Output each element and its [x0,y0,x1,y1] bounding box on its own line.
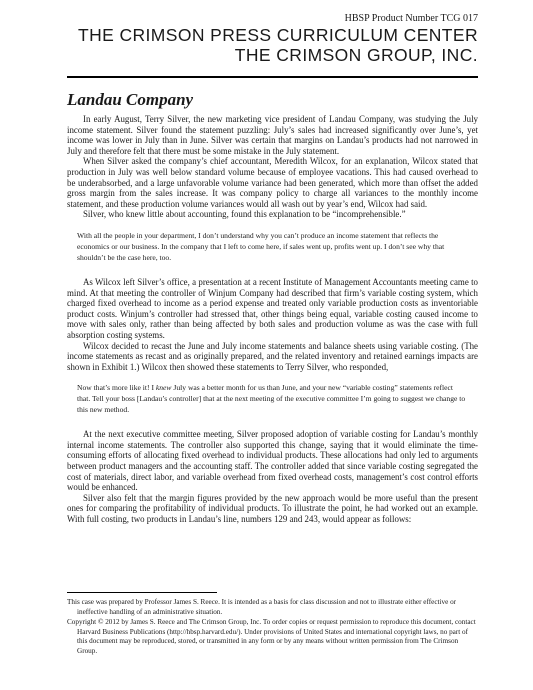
paragraph: Silver, who knew little about accounting, found this explanation to be “incomprehensible.” [83,209,406,220]
paragraph: Silver also felt that the margin figures provided by the new approach would be more useful than the present ones for comparing the profitability of individual products. To illustrate the point, he had worked out an example. With full costing, two products in Landau’s line, numbers 129 and 243, would appear as follows: [67,492,478,525]
paragraph: In early August, Terry Silver, the new marketing vice president of Landau Company, was studying the July income statement. Silver found the statement puzzling: July’s sales had increased significantly over June’s, yet income was lower in July than in June. Silver was certain that margins on Landau’s products had not narrowed in July and therefore felt that there must be some mistake in the July statement. [67,114,478,156]
publisher-group-name: THE CRIMSON GROUP, INC. [234,45,478,65]
paragraph: Wilcox decided to recast the June and July income statements and balance sheets using variable costing. (The income statements as recast and as originally prepared, and the related inventory and retained earnings impacts are shown in Exhibit 1.) Wilcox then showed these statements to Terry Silver, who responded, [67,340,478,372]
block-quote [77,382,468,415]
quote-emphasis: knew [155,383,172,393]
publisher-name: THE CRIMSON PRESS CURRICULUM CENTER [78,25,478,45]
header-divider [67,76,478,78]
footnote-divider [67,592,217,593]
case-author-note: This case was prepared by Professor James S. Reece. It is intended as a basis for class discussion and not to illustrate either effective or ineffective handling of an administrative situation. [67,598,457,616]
block-quote: With all the people in your department, I don’t understand why you can’t produce an income statement that reflects the economics or our business. In the company that I left to come here, if sales went up, profits went up. I don’t see why that shouldn’t be the case here, too. [77,230,445,262]
paragraph: At the next executive committee meeting, Silver proposed adoption of variable costing for Landau’s monthly internal income statements. The controller also supported this change, saying that it would eliminate the time-consuming efforts of allocating fixed overhead to individual products. These allocations had only led to arguments between product managers and the accounting staff. The controller added that since variable costing segregated the cost of materials, direct labor, and variable overhead from fixed overhead costs, management’s cost control efforts would be enhanced. [67,429,478,493]
copyright-notice: Copyright © 2012 by James S. Reece and The Crimson Group, Inc. To order copies or request permission to reproduce this document, contact Harvard Business Publications (http://hbsp.harvard.edu/). Under provisions of United States and international copyright laws, no part of this document may be reproduced, stored, or transmitted in any form or by any means without written permission from The Crimson Group. [67,618,476,655]
product-number: HBSP Product Number TCG 017 [344,13,478,24]
quote-text: Now that’s more like it! I [77,383,156,393]
footnote-block [67,598,478,658]
case-title: Landau Company [67,90,194,109]
quote-text: July was a better month for us than June, and your new “variable costing” statements reflect that. Tell your boss [Landau’s controller] that at the next meeting of the executive committee I’m going to suggest we change to this new method. [77,383,466,415]
paragraph: When Silver asked the company’s chief accountant, Meredith Wilcox, for an explanation, Wilcox stated that production in July was well below standard volume because of employee vacations. This had caused overhead to be underabsorbed, and a large unfavorable volume variance had been generated, which more than offset the added gross margin from the sales increase. It was company policy to charge all variances to the monthly income statement, and these production volume variances would all wash out by year’s end, Wilcox had said. [67,156,478,209]
paragraph: As Wilcox left Silver’s office, a presentation at a recent Institute of Management Accountants meeting came to mind. At that meeting the controller of Winjum Company had described that firm’s variable costing system, which charged fixed overhead to income as a period expense and treated only variable production costs as inventoriable product costs. Winjum’s controller had stressed that, other things being equal, variable costing caused income to move with sales only, rather than being affected by both sales and production volume as was the case with full absorption costing systems. [67,276,478,340]
case-body [67,114,478,525]
